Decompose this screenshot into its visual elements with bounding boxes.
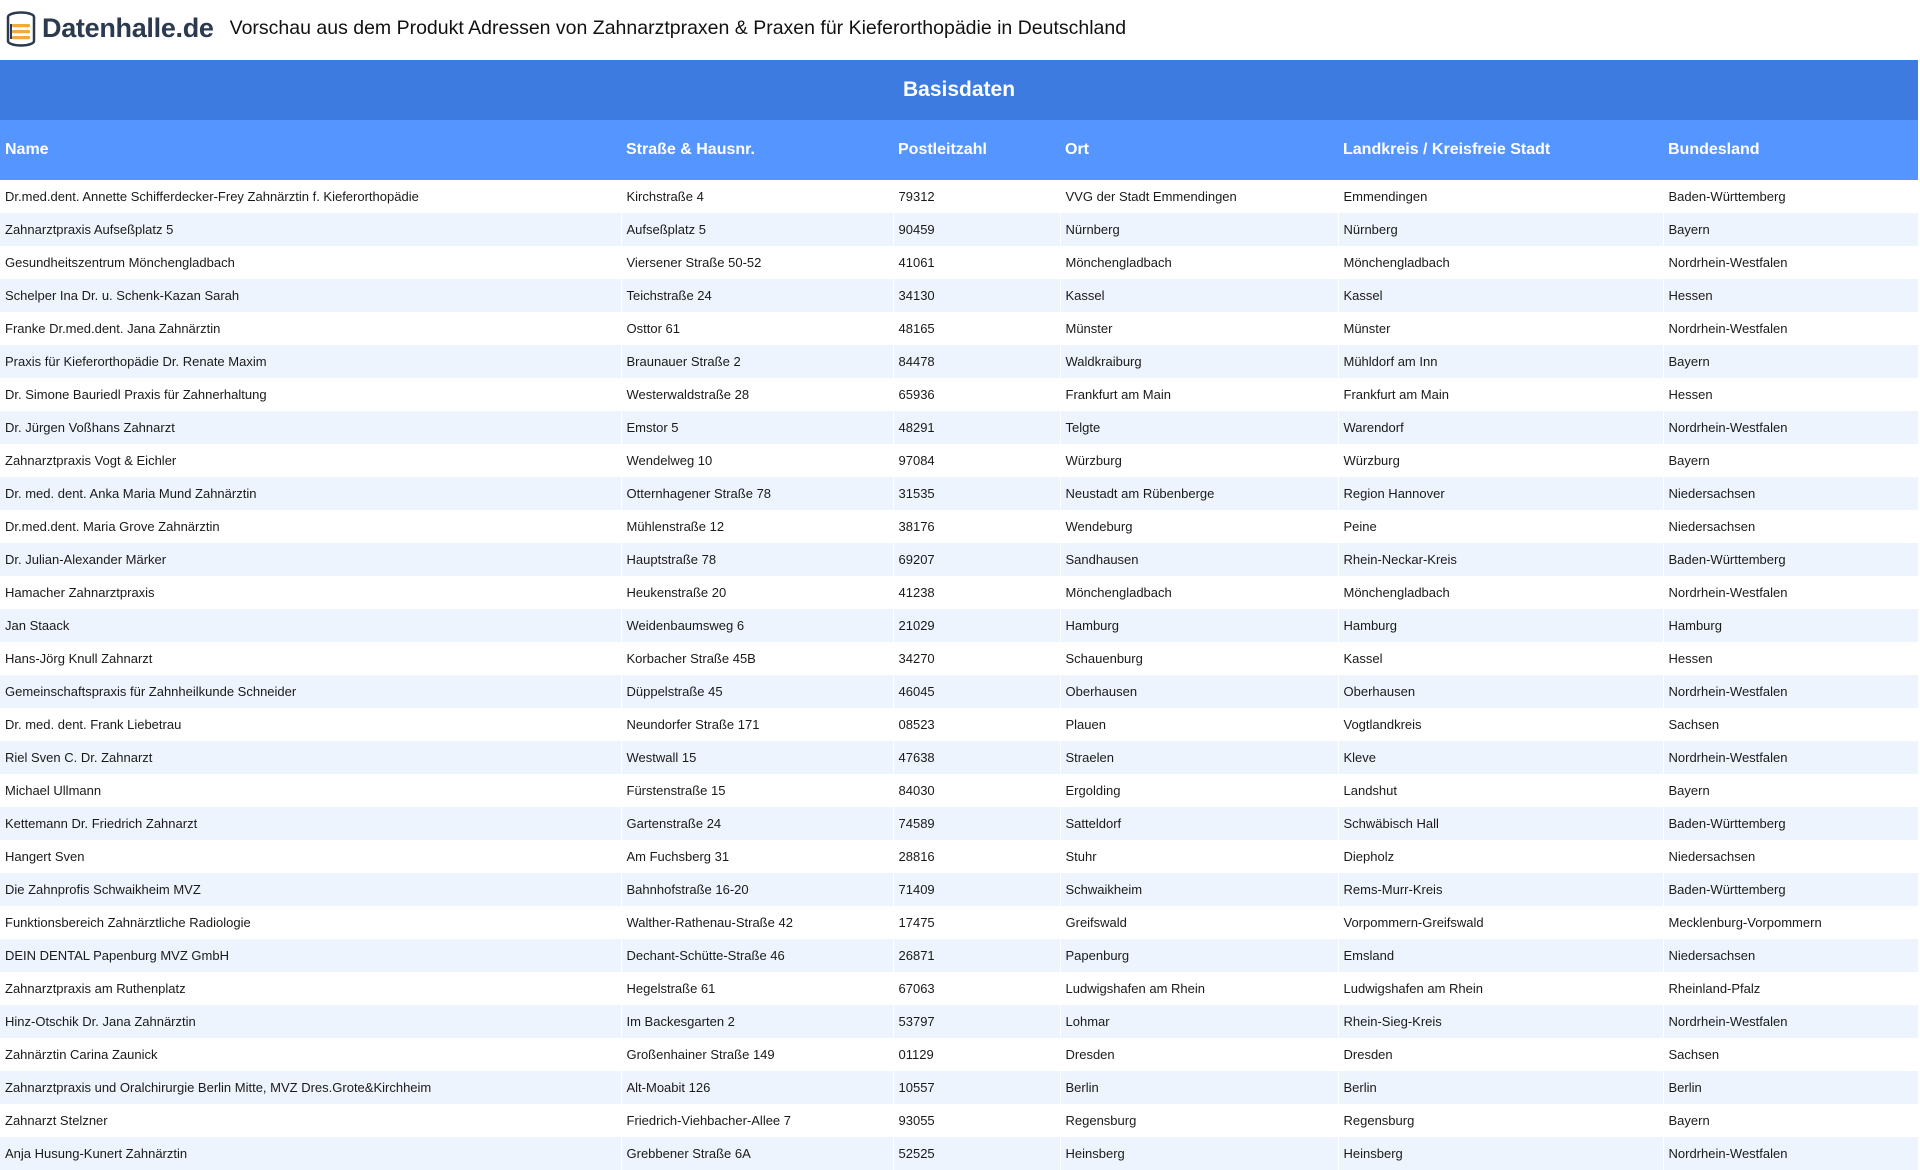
cell-postal-code: 52525 bbox=[893, 1137, 1060, 1170]
cell-street: Otternhagener Straße 78 bbox=[621, 477, 893, 510]
logo[interactable] bbox=[5, 11, 214, 47]
cell-name: Michael Ullmann bbox=[0, 774, 621, 807]
cell-city: Nürnberg bbox=[1060, 213, 1338, 246]
cell-district: Mönchengladbach bbox=[1338, 576, 1663, 609]
cell-state: Hessen bbox=[1663, 378, 1918, 411]
cell-postal-code: 31535 bbox=[893, 477, 1060, 510]
table-row[interactable] bbox=[0, 1038, 1918, 1071]
cell-city: Kassel bbox=[1060, 279, 1338, 312]
column-header-state[interactable]: Bundesland bbox=[1663, 120, 1918, 180]
cell-postal-code: 10557 bbox=[893, 1071, 1060, 1104]
cell-city: Neustadt am Rübenberge bbox=[1060, 477, 1338, 510]
cell-street: Am Fuchsberg 31 bbox=[621, 840, 893, 873]
cell-postal-code: 41238 bbox=[893, 576, 1060, 609]
cell-district: Landshut bbox=[1338, 774, 1663, 807]
cell-name: Hans-Jörg Knull Zahnarzt bbox=[0, 642, 621, 675]
cell-name: Zahnarztpraxis am Ruthenplatz bbox=[0, 972, 621, 1005]
cell-name: Kettemann Dr. Friedrich Zahnarzt bbox=[0, 807, 621, 840]
cell-district: Region Hannover bbox=[1338, 477, 1663, 510]
table-row[interactable] bbox=[0, 1071, 1918, 1104]
cell-state: Hamburg bbox=[1663, 609, 1918, 642]
cell-name: Die Zahnprofis Schwaikheim MVZ bbox=[0, 873, 621, 906]
table-row[interactable] bbox=[0, 279, 1918, 312]
cell-name: Dr. Simone Bauriedl Praxis für Zahnerhaltung bbox=[0, 378, 621, 411]
cell-state: Baden-Württemberg bbox=[1663, 180, 1918, 213]
table-row[interactable] bbox=[0, 840, 1918, 873]
cell-street: Viersener Straße 50-52 bbox=[621, 246, 893, 279]
cell-postal-code: 90459 bbox=[893, 213, 1060, 246]
page-title: Vorschau aus dem Produkt Adressen von Zahnarztpraxen & Praxen für Kieferorthopädie in Deutschland bbox=[229, 17, 1127, 39]
cell-district: Nürnberg bbox=[1338, 213, 1663, 246]
cell-street: Hauptstraße 78 bbox=[621, 543, 893, 576]
cell-state: Nordrhein-Westfalen bbox=[1663, 246, 1918, 279]
cell-state: Berlin bbox=[1663, 1071, 1918, 1104]
cell-street: Emstor 5 bbox=[621, 411, 893, 444]
cell-street: Fürstenstraße 15 bbox=[621, 774, 893, 807]
cell-state: Bayern bbox=[1663, 345, 1918, 378]
cell-street: Westerwaldstraße 28 bbox=[621, 378, 893, 411]
cell-city: Dresden bbox=[1060, 1038, 1338, 1071]
cell-name: Zahnarzt Stelzner bbox=[0, 1104, 621, 1137]
cell-postal-code: 28816 bbox=[893, 840, 1060, 873]
cell-city: Waldkraiburg bbox=[1060, 345, 1338, 378]
cell-name: Anja Husung-Kunert Zahnärztin bbox=[0, 1137, 621, 1170]
cell-postal-code: 84030 bbox=[893, 774, 1060, 807]
cell-street: Weidenbaumsweg 6 bbox=[621, 609, 893, 642]
cell-postal-code: 84478 bbox=[893, 345, 1060, 378]
top-bar bbox=[0, 0, 1920, 57]
cell-city: Frankfurt am Main bbox=[1060, 378, 1338, 411]
table-row[interactable] bbox=[0, 1137, 1918, 1170]
cell-state: Nordrhein-Westfalen bbox=[1663, 312, 1918, 345]
cell-district: Hamburg bbox=[1338, 609, 1663, 642]
cell-district: Rems-Murr-Kreis bbox=[1338, 873, 1663, 906]
cell-state: Nordrhein-Westfalen bbox=[1663, 576, 1918, 609]
cell-name: Zahnarztpraxis Vogt & Eichler bbox=[0, 444, 621, 477]
cell-postal-code: 79312 bbox=[893, 180, 1060, 213]
cell-name: Zahnarztpraxis Aufseßplatz 5 bbox=[0, 213, 621, 246]
cell-district: Kassel bbox=[1338, 279, 1663, 312]
table-row[interactable] bbox=[0, 378, 1918, 411]
table-row[interactable] bbox=[0, 609, 1918, 642]
cell-postal-code: 34130 bbox=[893, 279, 1060, 312]
table-row[interactable] bbox=[0, 312, 1918, 345]
cell-postal-code: 93055 bbox=[893, 1104, 1060, 1137]
logo-text: Datenhalle.de bbox=[42, 13, 214, 43]
cell-postal-code: 47638 bbox=[893, 741, 1060, 774]
cell-postal-code: 41061 bbox=[893, 246, 1060, 279]
table-row[interactable] bbox=[0, 741, 1918, 774]
cell-street: Großenhainer Straße 149 bbox=[621, 1038, 893, 1071]
cell-state: Rheinland-Pfalz bbox=[1663, 972, 1918, 1005]
cell-postal-code: 53797 bbox=[893, 1005, 1060, 1038]
cell-street: Walther-Rathenau-Straße 42 bbox=[621, 906, 893, 939]
column-header-city[interactable]: Ort bbox=[1060, 120, 1338, 180]
cell-street: Westwall 15 bbox=[621, 741, 893, 774]
cell-district: Diepholz bbox=[1338, 840, 1663, 873]
cell-postal-code: 26871 bbox=[893, 939, 1060, 972]
cell-street: Heukenstraße 20 bbox=[621, 576, 893, 609]
cell-district: Warendorf bbox=[1338, 411, 1663, 444]
table-row[interactable] bbox=[0, 543, 1918, 576]
cell-city: Schauenburg bbox=[1060, 642, 1338, 675]
column-header-street[interactable]: Straße & Hausnr. bbox=[621, 120, 893, 180]
cell-district: Vogtlandkreis bbox=[1338, 708, 1663, 741]
cell-state: Baden-Württemberg bbox=[1663, 807, 1918, 840]
cell-district: Rhein-Sieg-Kreis bbox=[1338, 1005, 1663, 1038]
cell-name: Zahnarztpraxis und Oralchirurgie Berlin Mitte, MVZ Dres.Grote&Kirchheim bbox=[0, 1071, 621, 1104]
cell-state: Bayern bbox=[1663, 1104, 1918, 1137]
cell-district: Schwäbisch Hall bbox=[1338, 807, 1663, 840]
cell-city: Sandhausen bbox=[1060, 543, 1338, 576]
cell-district: Frankfurt am Main bbox=[1338, 378, 1663, 411]
cell-street: Neundorfer Straße 171 bbox=[621, 708, 893, 741]
cell-postal-code: 71409 bbox=[893, 873, 1060, 906]
cell-district: Dresden bbox=[1338, 1038, 1663, 1071]
table-row[interactable] bbox=[0, 774, 1918, 807]
cell-state: Nordrhein-Westfalen bbox=[1663, 675, 1918, 708]
cell-name: Jan Staack bbox=[0, 609, 621, 642]
table-row[interactable] bbox=[0, 708, 1918, 741]
table-row[interactable] bbox=[0, 1104, 1918, 1137]
cell-district: Kassel bbox=[1338, 642, 1663, 675]
cell-street: Im Backesgarten 2 bbox=[621, 1005, 893, 1038]
cell-name: Hangert Sven bbox=[0, 840, 621, 873]
cell-city: Münster bbox=[1060, 312, 1338, 345]
cell-street: Düppelstraße 45 bbox=[621, 675, 893, 708]
cell-district: Heinsberg bbox=[1338, 1137, 1663, 1170]
cell-name: Gemeinschaftspraxis für Zahnheilkunde Schneider bbox=[0, 675, 621, 708]
cell-name: Schelper Ina Dr. u. Schenk-Kazan Sarah bbox=[0, 279, 621, 312]
cell-city: VVG der Stadt Emmendingen bbox=[1060, 180, 1338, 213]
cell-city: Stuhr bbox=[1060, 840, 1338, 873]
cell-state: Nordrhein-Westfalen bbox=[1663, 741, 1918, 774]
cell-city: Plauen bbox=[1060, 708, 1338, 741]
cell-street: Alt-Moabit 126 bbox=[621, 1071, 893, 1104]
cell-postal-code: 38176 bbox=[893, 510, 1060, 543]
cell-postal-code: 67063 bbox=[893, 972, 1060, 1005]
cell-state: Niedersachsen bbox=[1663, 840, 1918, 873]
cell-postal-code: 48165 bbox=[893, 312, 1060, 345]
cell-name: Hinz-Otschik Dr. Jana Zahnärztin bbox=[0, 1005, 621, 1038]
cell-street: Dechant-Schütte-Straße 46 bbox=[621, 939, 893, 972]
cell-state: Nordrhein-Westfalen bbox=[1663, 1005, 1918, 1038]
cell-postal-code: 08523 bbox=[893, 708, 1060, 741]
table-row[interactable] bbox=[0, 444, 1918, 477]
cell-city: Berlin bbox=[1060, 1071, 1338, 1104]
table-row[interactable] bbox=[0, 939, 1918, 972]
cell-state: Nordrhein-Westfalen bbox=[1663, 411, 1918, 444]
cell-district: Emmendingen bbox=[1338, 180, 1663, 213]
cell-state: Bayern bbox=[1663, 774, 1918, 807]
table-row[interactable] bbox=[0, 642, 1918, 675]
cell-district: Peine bbox=[1338, 510, 1663, 543]
cell-name: Gesundheitszentrum Mönchengladbach bbox=[0, 246, 621, 279]
cell-street: Mühlenstraße 12 bbox=[621, 510, 893, 543]
cell-city: Regensburg bbox=[1060, 1104, 1338, 1137]
cell-name: Dr.med.dent. Maria Grove Zahnärztin bbox=[0, 510, 621, 543]
cell-name: Dr. med. dent. Frank Liebetrau bbox=[0, 708, 621, 741]
table-row[interactable] bbox=[0, 972, 1918, 1005]
cell-state: Niedersachsen bbox=[1663, 510, 1918, 543]
cell-postal-code: 01129 bbox=[893, 1038, 1060, 1071]
cell-city: Mönchengladbach bbox=[1060, 576, 1338, 609]
cell-street: Osttor 61 bbox=[621, 312, 893, 345]
cell-district: Mönchengladbach bbox=[1338, 246, 1663, 279]
table-row[interactable] bbox=[0, 477, 1918, 510]
cell-state: Sachsen bbox=[1663, 1038, 1918, 1071]
data-table bbox=[0, 60, 1918, 1170]
cell-name: Riel Sven C. Dr. Zahnarzt bbox=[0, 741, 621, 774]
cell-district: Regensburg bbox=[1338, 1104, 1663, 1137]
table-row[interactable] bbox=[0, 180, 1918, 213]
cell-postal-code: 34270 bbox=[893, 642, 1060, 675]
cell-district: Kleve bbox=[1338, 741, 1663, 774]
cell-city: Satteldorf bbox=[1060, 807, 1338, 840]
cell-district: Würzburg bbox=[1338, 444, 1663, 477]
cell-state: Bayern bbox=[1663, 444, 1918, 477]
cell-city: Straelen bbox=[1060, 741, 1338, 774]
cell-street: Kirchstraße 4 bbox=[621, 180, 893, 213]
cell-district: Emsland bbox=[1338, 939, 1663, 972]
cell-city: Wendeburg bbox=[1060, 510, 1338, 543]
column-header-postal-code[interactable]: Postleitzahl bbox=[893, 120, 1060, 180]
cell-street: Bahnhofstraße 16-20 bbox=[621, 873, 893, 906]
cell-street: Braunauer Straße 2 bbox=[621, 345, 893, 378]
cell-name: Dr. Julian-Alexander Märker bbox=[0, 543, 621, 576]
cell-street: Grebbener Straße 6A bbox=[621, 1137, 893, 1170]
cell-postal-code: 46045 bbox=[893, 675, 1060, 708]
table-body bbox=[0, 180, 1918, 1170]
cell-name: Dr. med. dent. Anka Maria Mund Zahnärztin bbox=[0, 477, 621, 510]
cell-street: Gartenstraße 24 bbox=[621, 807, 893, 840]
cell-name: Dr. Jürgen Voßhans Zahnarzt bbox=[0, 411, 621, 444]
cell-city: Hamburg bbox=[1060, 609, 1338, 642]
cell-postal-code: 74589 bbox=[893, 807, 1060, 840]
cell-street: Friedrich-Viehbacher-Allee 7 bbox=[621, 1104, 893, 1137]
cell-state: Hessen bbox=[1663, 642, 1918, 675]
cell-city: Papenburg bbox=[1060, 939, 1338, 972]
table-row[interactable] bbox=[0, 411, 1918, 444]
cell-name: Hamacher Zahnarztpraxis bbox=[0, 576, 621, 609]
cell-postal-code: 69207 bbox=[893, 543, 1060, 576]
database-icon bbox=[5, 11, 37, 47]
table-row[interactable] bbox=[0, 807, 1918, 840]
group-header-basisdaten: Basisdaten bbox=[0, 60, 1918, 120]
cell-city: Telgte bbox=[1060, 411, 1338, 444]
cell-postal-code: 21029 bbox=[893, 609, 1060, 642]
cell-street: Aufseßplatz 5 bbox=[621, 213, 893, 246]
table-row[interactable] bbox=[0, 675, 1918, 708]
cell-street: Teichstraße 24 bbox=[621, 279, 893, 312]
table-row[interactable] bbox=[0, 510, 1918, 543]
cell-district: Rhein-Neckar-Kreis bbox=[1338, 543, 1663, 576]
cell-city: Heinsberg bbox=[1060, 1137, 1338, 1170]
table-row[interactable] bbox=[0, 1005, 1918, 1038]
cell-postal-code: 65936 bbox=[893, 378, 1060, 411]
cell-state: Mecklenburg-Vorpommern bbox=[1663, 906, 1918, 939]
table-row[interactable] bbox=[0, 873, 1918, 906]
cell-name: DEIN DENTAL Papenburg MVZ GmbH bbox=[0, 939, 621, 972]
table-row[interactable] bbox=[0, 345, 1918, 378]
cell-state: Nordrhein-Westfalen bbox=[1663, 1137, 1918, 1170]
cell-postal-code: 48291 bbox=[893, 411, 1060, 444]
cell-district: Ludwigshafen am Rhein bbox=[1338, 972, 1663, 1005]
cell-name: Funktionsbereich Zahnärztliche Radiologie bbox=[0, 906, 621, 939]
cell-district: Oberhausen bbox=[1338, 675, 1663, 708]
cell-city: Schwaikheim bbox=[1060, 873, 1338, 906]
column-header-name[interactable]: Name bbox=[0, 120, 621, 180]
cell-city: Ergolding bbox=[1060, 774, 1338, 807]
cell-postal-code: 17475 bbox=[893, 906, 1060, 939]
table-row[interactable] bbox=[0, 576, 1918, 609]
cell-state: Bayern bbox=[1663, 213, 1918, 246]
cell-city: Ludwigshafen am Rhein bbox=[1060, 972, 1338, 1005]
cell-street: Korbacher Straße 45B bbox=[621, 642, 893, 675]
cell-city: Lohmar bbox=[1060, 1005, 1338, 1038]
table-row[interactable] bbox=[0, 213, 1918, 246]
cell-district: Mühldorf am Inn bbox=[1338, 345, 1663, 378]
cell-state: Baden-Württemberg bbox=[1663, 543, 1918, 576]
cell-state: Sachsen bbox=[1663, 708, 1918, 741]
cell-state: Baden-Württemberg bbox=[1663, 873, 1918, 906]
cell-city: Greifswald bbox=[1060, 906, 1338, 939]
table-row[interactable] bbox=[0, 906, 1918, 939]
cell-state: Niedersachsen bbox=[1663, 477, 1918, 510]
cell-district: Münster bbox=[1338, 312, 1663, 345]
cell-name: Zahnärztin Carina Zaunick bbox=[0, 1038, 621, 1071]
cell-state: Hessen bbox=[1663, 279, 1918, 312]
cell-name: Franke Dr.med.dent. Jana Zahnärztin bbox=[0, 312, 621, 345]
column-header-district[interactable]: Landkreis / Kreisfreie Stadt bbox=[1338, 120, 1663, 180]
cell-district: Vorpommern-Greifswald bbox=[1338, 906, 1663, 939]
cell-street: Hegelstraße 61 bbox=[621, 972, 893, 1005]
cell-city: Würzburg bbox=[1060, 444, 1338, 477]
cell-name: Dr.med.dent. Annette Schifferdecker-Frey Zahnärztin f. Kieferorthopädie bbox=[0, 180, 621, 213]
cell-city: Mönchengladbach bbox=[1060, 246, 1338, 279]
cell-district: Berlin bbox=[1338, 1071, 1663, 1104]
cell-postal-code: 97084 bbox=[893, 444, 1060, 477]
cell-state: Niedersachsen bbox=[1663, 939, 1918, 972]
cell-name: Praxis für Kieferorthopädie Dr. Renate Maxim bbox=[0, 345, 621, 378]
cell-city: Oberhausen bbox=[1060, 675, 1338, 708]
cell-street: Wendelweg 10 bbox=[621, 444, 893, 477]
table-row[interactable] bbox=[0, 246, 1918, 279]
